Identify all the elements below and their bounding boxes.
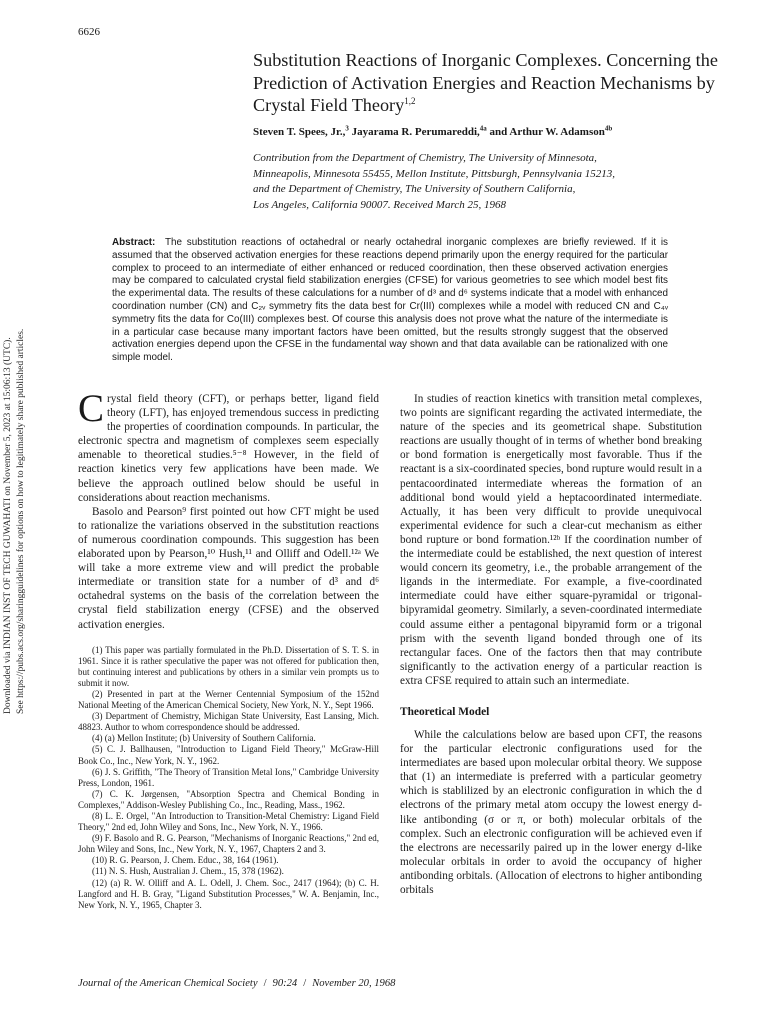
journal-footer xyxy=(78,978,718,989)
download-watermark-line-1: Downloaded via INDIAN INST OF TECH GUWAHATI on November 5, 2023 at 15:06:13 (UTC). xyxy=(3,337,13,714)
footnote: (10) R. G. Pearson, J. Chem. Educ., 38, 164 (1961). xyxy=(92,855,279,866)
intro-paragraph-text: rystal field theory (CFT), or perhaps better, ligand field theory (LFT), has enjoyed tremendous success in predicting the properties of coordination compounds. In particular, the electronic spectra and magnetism of complexes seem especially amenable to theoretical studies.⁵⁻⁸ However, in the field of reaction kinetics very few applications have been made. We believe the approach outlined below should be useful in considerations about reaction mechanisms. xyxy=(78,393,379,504)
intro-paragraph xyxy=(78,387,379,505)
footnote: (12) (a) R. W. Olliff and A. L. Odell, J. Chem. Soc., 2417 (1964); (b) C. H. Langford and H. B. Gray, "Ligand Substitution Processes," W. A. Benjamin, Inc., New York, N. Y., 1965, Chapter 3. xyxy=(78,877,379,910)
author-name: Jayarama R. Perumareddi, xyxy=(348,126,480,138)
body-paragraph: While the calculations below are based upon CFT, the reasons for the particular electronic configurations used for the intermediates are based upon molecular orbital theory. We suppose that (1) an intermediate is preferred with a particular geometry which is stablilized by an electronic configuration in which the d electrons of the primary metal atom occupy the lowest energy d-like antibonding (σ or π, or both) molecular orbitals of the complex. Such an electronic configuration will be achieved even if the electrons are necessarily paired up in the lower energy d-like molecular orbitals in order to avoid the occupancy of higher antibonding orbitals. (Allocation of electrons to higher antibonding orbitals xyxy=(400,728,702,896)
body-paragraph: In studies of reaction kinetics with transition metal complexes, two points are significant regarding the activated intermediate, the nature of the species and its geometrical shape. Substitution reactions are usually thought of in terms of whether bond breaking or bond formation is energetically most favorable. Thus if the reactant is a six-coordinated species, bond rupture would result in a pentacoordinated intermediate whereas the formation of an additional bond would yield a heptacoordinated intermediate. Actually, it has been very difficult to provide unequivocal experimental evidence for such a clear-cut mechanism as either bond rupture or bond formation.¹²ᵇ If the coordination number of the intermediate could be established, the next question of interest would concern its geometry, i.e., the probable arrangement of the ligands in the intermediate. For example, a five-coordinated intermediate could have either square-pyramidal or trigonal-bipyramidal geometry. Similarly, a seven-coordinated intermediate could assume either a pentagonal bipyramid form or a trigonal prism with the seventh ligand bonded through one of its rectangular faces. One of the factors then that may contribute significantly to the activation energy of a particular reaction is extra CFSE required to attain such an intermediate. xyxy=(400,393,702,687)
affiliation-block xyxy=(253,151,723,213)
right-column xyxy=(400,392,702,897)
footnote: (1) This paper was partially formulated in the Ph.D. Dissertation of S. T. S. in 1961. Since it is rather speculative the paper was not offered for publication then, but continuing interest and publications by others in a similar vein prompts us to submit it now. xyxy=(78,644,379,688)
left-column xyxy=(78,387,379,911)
affiliation-line: Los Angeles, California 90007. Received March 25, 1968 xyxy=(253,198,506,211)
journal-volume: 90:24 xyxy=(272,978,298,989)
affiliation-line: Minneapolis, Minnesota 55455, Mellon Institute, Pittsburgh, Pennsylvania 15213, xyxy=(253,167,615,180)
affiliation-line: Contribution from the Department of Chemistry, The University of Minnesota, xyxy=(253,152,597,164)
issue-date: November 20, 1968 xyxy=(312,978,396,989)
affiliation-line: and the Department of Chemistry, The University of Southern California, xyxy=(253,183,576,195)
author-footnote-ref: 4b xyxy=(604,124,613,133)
page-number: 6626 xyxy=(78,26,100,38)
download-watermark xyxy=(2,0,30,714)
footnote: (5) C. J. Ballhausen, "Introduction to Ligand Field Theory," McGraw-Hill Book Co., Inc., New York, N. Y., 1962. xyxy=(78,744,379,766)
article-title xyxy=(253,49,723,117)
author-name: Steven T. Spees, Jr., xyxy=(253,126,346,138)
section-heading: Theoretical Model xyxy=(400,705,490,718)
footnote: (6) J. S. Griffith, "The Theory of Transition Metal Ions," Cambridge University Press, London, 1961. xyxy=(78,766,379,788)
drop-cap: C xyxy=(78,387,105,430)
download-watermark-line-2: See https://pubs.acs.org/sharingguidelines for options on how to legitimately share published articles. xyxy=(16,328,26,714)
author-name: and Arthur W. Adamson xyxy=(486,126,605,138)
author-footnote-ref: 4a xyxy=(479,124,487,133)
footer-separator: / xyxy=(263,978,267,989)
footnote: (3) Department of Chemistry, Michigan State University, East Lansing, Mich. 48823. Author to whom correspondence should be addressed. xyxy=(78,711,379,733)
footnote: (4) (a) Mellon Institute; (b) University of Southern California. xyxy=(92,733,316,744)
article-title-text: Substitution Reactions of Inorganic Complexes. Concerning the Prediction of Activation Energies and Reaction Mechanisms by Crystal Field Theory xyxy=(253,50,718,115)
author-footnote-ref: 3 xyxy=(345,124,349,133)
footnotes xyxy=(78,645,379,911)
footnote: (11) N. S. Hush, Australian J. Chem., 15, 378 (1962). xyxy=(92,866,284,877)
abstract xyxy=(112,237,668,365)
abstract-text: The substitution reactions of octahedral or nearly octahedral inorganic complexes are briefly reviewed. If it is assumed that the observed activation energies for these reactions depend primarily upon the energy required for the particular complex to proceed to an intermediate of either enhanced or reduced coordination, then these observed activation energies may be compared to calculated crystal field stabilization energies (CFSE) for various geometries to see which model best fits the experimental data. The results of these calculations for a number of d³ and d⁶ systems indicate that a model with enhanced coordination number (CN) and C₂ᵥ symmetry fits the data best for Cr(III) complexes while a model with reduced CN and C₄ᵥ symmetry fits the data for Co(III) complexes best. Of course this analysis does not prove what the nature of the intermediate is in a particular case because many important factors have been omitted, but the results strongly suggest that the observed activation energies depend upon the CFSE in the fundamental way shown and that data available can be rationalized with one simple model. xyxy=(112,237,668,364)
abstract-label: Abstract: xyxy=(112,237,156,248)
article-title-footnote-ref: 1,2 xyxy=(404,95,416,106)
journal-name: Journal of the American Chemical Society xyxy=(78,978,258,989)
footnote: (9) F. Basolo and R. G. Pearson, "Mechanisms of Inorganic Reactions," 2nd ed, John Wiley and Sons, Inc., New York, N. Y., 1967, Chapters 2 and 3. xyxy=(78,833,379,855)
footer-separator: / xyxy=(303,978,307,989)
body-paragraph: Basolo and Pearson⁹ first pointed out how CFT might be used to rationalize the variations observed in the substitution reactions of numerous coordination compounds. This suggestion has been elaborated upon by Pearson,¹⁰ Hush,¹¹ and Olliff and Odell.¹²ᵃ We will take a more extreme view and will predict the probable intermediate or transition state for a number of d³ and d⁶ octahedral systems on the basis of the correlation between the crystal field stabilization energy (CFSE) and the observed activation energies. xyxy=(78,505,379,631)
footnote: (2) Presented in part at the Werner Centennial Symposium of the 152nd National Meeting of the American Chemical Society, New York, N. Y., Sept 1966. xyxy=(78,688,379,711)
author-list xyxy=(253,126,723,138)
footnote: (8) L. E. Orgel, "An Introduction to Transition-Metal Chemistry: Ligand Field Theory," 2nd ed, John Wiley and Sons, Inc., New York, N. Y., 1966. xyxy=(78,811,379,833)
footnote: (7) C. K. Jørgensen, "Absorption Spectra and Chemical Bonding in Complexes," Addison-Wesley Publishing Co., Inc., Reading, Mass., 1962. xyxy=(78,788,379,810)
